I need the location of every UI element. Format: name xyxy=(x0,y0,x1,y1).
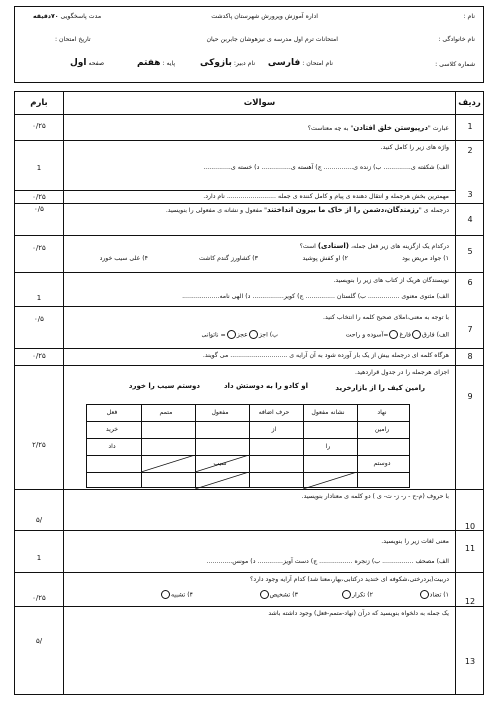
exam-page xyxy=(14,6,484,696)
divider xyxy=(87,438,409,439)
text: =آسوده و راحت xyxy=(345,331,389,339)
question-number: 1 xyxy=(467,122,473,131)
highlight-phrase: درپیوستن خلق افتادن xyxy=(353,124,428,132)
question-score: ۰/۲۵ xyxy=(32,193,46,201)
text: عبارت " xyxy=(427,125,449,132)
text: است؟ xyxy=(299,243,318,250)
divider xyxy=(15,606,483,607)
name-label: نام : xyxy=(463,13,475,20)
question-2-text: واژه های زیر را کامل کنید. xyxy=(380,144,449,151)
sentence-2: او کادو را به دوستش داد xyxy=(223,382,308,390)
option-a xyxy=(346,330,449,339)
table-header-cell: فعل xyxy=(106,409,118,416)
choice-circle[interactable] xyxy=(161,590,170,599)
question-1-text xyxy=(308,124,449,133)
text: عجز xyxy=(236,331,248,339)
choice-circle[interactable] xyxy=(249,330,258,339)
option-1 xyxy=(419,590,449,599)
text: ۱) تضاد xyxy=(429,591,449,599)
question-score: /۵ xyxy=(35,637,43,645)
page-indicator xyxy=(70,58,104,69)
sentence-3: دوستم سیب را خورد xyxy=(128,382,200,390)
question-number: 7 xyxy=(467,325,473,334)
subject xyxy=(268,58,333,69)
question-6-options: الف) مثنوی معنوی ................ ب) گلستان ............... ج) کویر................ د) الهی نامه................... xyxy=(182,293,449,300)
question-score: /۵ xyxy=(35,516,43,524)
table-header-cell: مفعول xyxy=(211,409,229,416)
question-11-text: معنی لغات زیر را بنویسید. xyxy=(381,538,449,545)
text: ب) اجز xyxy=(258,331,278,339)
duration-value: ۷۰دقیقه xyxy=(33,13,59,20)
option-2 xyxy=(341,590,373,599)
question-number: 13 xyxy=(464,657,476,666)
divider xyxy=(15,203,483,204)
divider xyxy=(249,405,250,487)
table-cell: داد xyxy=(108,443,116,450)
question-5-text xyxy=(300,242,449,251)
table-cell: را xyxy=(325,443,331,450)
col-header-row: ردیف xyxy=(458,98,481,108)
table-header-cell: متمم xyxy=(159,409,173,416)
highlight-phrase: (اسنادی) xyxy=(317,242,349,250)
choice-circle[interactable] xyxy=(260,590,269,599)
table-cell: رامین xyxy=(374,426,390,433)
question-3-text: مهمترین بخش هرجمله و انتقال دهنده ی پیام و کامل کننده ی جمله ......................... نام دارد. xyxy=(203,193,449,200)
question-score: ۰/۲۵ xyxy=(32,122,46,130)
text: فارغ xyxy=(399,331,411,339)
sentence-1: رامین کیف را از بازارخرید xyxy=(335,384,425,392)
text: ۳) تشخیص xyxy=(269,591,298,599)
question-4-text xyxy=(166,206,449,215)
divider xyxy=(15,348,483,349)
question-score: ۲/۲۵ xyxy=(32,441,46,449)
divider xyxy=(15,235,483,236)
divider xyxy=(15,489,483,490)
option-4: ۴) علی سیب خورد xyxy=(99,255,148,262)
divider xyxy=(141,405,142,487)
divider xyxy=(15,530,483,531)
question-score: ۰/۵ xyxy=(34,315,44,323)
question-number: 5 xyxy=(467,247,473,256)
question-13-text: یک جمله به دلخواه بنویسید که درآن (نهاد-متمم-فعل) وجود داشته باشد xyxy=(268,610,449,617)
diagonal-slash xyxy=(303,472,357,489)
text: درجمله ی " xyxy=(418,207,449,214)
text: ۲) تکرار xyxy=(352,591,373,599)
table-cell: از xyxy=(271,426,277,433)
divider xyxy=(63,92,64,694)
choice-circle[interactable] xyxy=(420,590,429,599)
page-label: صفحه xyxy=(88,60,105,67)
department-title: اداره آموزش وپرورش شهرستان پاکدشت xyxy=(211,13,318,20)
divider xyxy=(87,421,409,422)
option-b xyxy=(201,330,278,339)
teacher-value: بازوکی xyxy=(200,58,232,68)
option-1: ۱) جواد مریض بود xyxy=(402,255,449,262)
question-6-text: نویسندگان هریک از کتاب های زیر را بنویسید. xyxy=(333,277,449,284)
text: " مفعول و نشانه ی مفعولی را بنویسید. xyxy=(165,207,268,214)
option-4 xyxy=(160,590,193,599)
table-cell: سیب xyxy=(213,460,227,467)
question-score: ۰/۲۵ xyxy=(32,244,46,252)
question-number: 11 xyxy=(464,544,476,553)
divider xyxy=(15,272,483,273)
family-label: نام خانوادگی : xyxy=(438,36,475,43)
text: ۴) تشبیه xyxy=(170,591,193,599)
duration-label: مدت پاسخگویی xyxy=(60,13,102,20)
table-cell: دوستم xyxy=(373,460,391,467)
option-3 xyxy=(259,590,298,599)
table-header-cell: نهاد xyxy=(377,409,387,416)
questions-table xyxy=(14,91,484,695)
col-header-score: بارم xyxy=(30,98,48,108)
subject-value: فارسی xyxy=(267,58,301,68)
grammar-table xyxy=(86,404,410,488)
divider xyxy=(455,92,456,694)
question-number: 12 xyxy=(464,597,476,606)
divider xyxy=(15,365,483,366)
grade xyxy=(137,58,175,69)
choice-circle[interactable] xyxy=(389,330,398,339)
question-number: 10 xyxy=(464,522,476,531)
question-number: 3 xyxy=(467,190,473,199)
table-header-cell: حرف اضافه xyxy=(258,409,290,416)
option-2: ۲) او کفش پوشید xyxy=(302,255,348,262)
question-number: 8 xyxy=(467,352,473,361)
question-score: ۰/۲۵ xyxy=(32,594,46,602)
choice-circle[interactable] xyxy=(227,330,236,339)
question-score: 1 xyxy=(36,554,42,562)
question-7-text: با توجه به معنی،املای صحیح کلمه را انتخاب کنید. xyxy=(323,314,449,321)
question-score: ۰/۲۵ xyxy=(32,352,46,360)
grade-value: هفتم xyxy=(137,58,161,68)
diagonal-slash xyxy=(195,472,249,489)
col-header-questions: سوالات xyxy=(243,98,276,108)
question-number: 4 xyxy=(467,215,473,224)
class-number-label: شماره کلاسی : xyxy=(435,61,475,68)
question-2-options: الف) شکفته ی.............. ب) زنده ی............... ج) آهسته ی............... د) خسته ی.............. xyxy=(203,164,449,171)
exam-header xyxy=(14,6,484,83)
question-number: 6 xyxy=(467,278,473,287)
question-number: 9 xyxy=(467,392,473,401)
grade-label: پایه : xyxy=(162,60,176,67)
teacher xyxy=(200,58,255,69)
divider xyxy=(15,306,483,307)
divider xyxy=(15,572,483,573)
question-11-options: الف) مصحف ................ ب) زنجره ................. ج) دست آویز............. د) مونس............. xyxy=(206,558,449,565)
page-value: اول xyxy=(70,58,87,68)
table-cell: خرید xyxy=(105,426,119,433)
teacher-label: نام دبیر: xyxy=(233,60,256,67)
divider xyxy=(357,405,358,487)
exam-title: امتحانات ترم اول مدرسه ی تیزهوشان جابربن حیان xyxy=(206,36,338,43)
question-score: ۰/۵ xyxy=(34,205,44,213)
table-header-cell: نشانه مفعول xyxy=(311,409,345,416)
text: الف) فارق xyxy=(421,331,449,339)
question-8-text: هرگاه کلمه ای درجمله بیش از یک بار آورده شود به آن آرایه ی ............................. می گویند. xyxy=(202,352,449,359)
text: درکدام یک ازگزینه های زیر فعل جمله، xyxy=(349,243,449,250)
option-3: ۳) کشاورز گندم کاشت xyxy=(199,255,258,262)
choice-circle[interactable] xyxy=(412,330,421,339)
subject-label: نام امتحان : xyxy=(302,60,333,67)
highlight-phrase: رزمندگان،دشمن را از خاک ما بیرون انداختند xyxy=(267,206,419,214)
question-10-text: با حروف (م-ح - ر- ز- ت- ی ) دو کلمه ی معنادار بنویسید. xyxy=(301,493,449,500)
text: " به چه معناست؟ xyxy=(307,125,354,132)
divider xyxy=(15,140,483,141)
exam-date-label: تاریخ امتحان : xyxy=(55,36,91,43)
text: = ناتوانی xyxy=(201,331,226,339)
divider xyxy=(15,190,456,191)
divider xyxy=(15,114,483,115)
choice-circle[interactable] xyxy=(342,590,351,599)
question-score: 1 xyxy=(36,294,42,302)
question-12-text: دربیت(بردرختی،شکوفه ای خندید درکتابی،بهار،معنا شد) کدام آرایه وجود دارد؟ xyxy=(250,576,449,583)
question-9-text: اجزای هرجمله را در جدول قراردهید. xyxy=(355,369,449,376)
question-number: 2 xyxy=(467,146,473,155)
question-score: 1 xyxy=(36,164,42,172)
duration xyxy=(33,13,101,21)
diagonal-slash xyxy=(141,455,195,472)
